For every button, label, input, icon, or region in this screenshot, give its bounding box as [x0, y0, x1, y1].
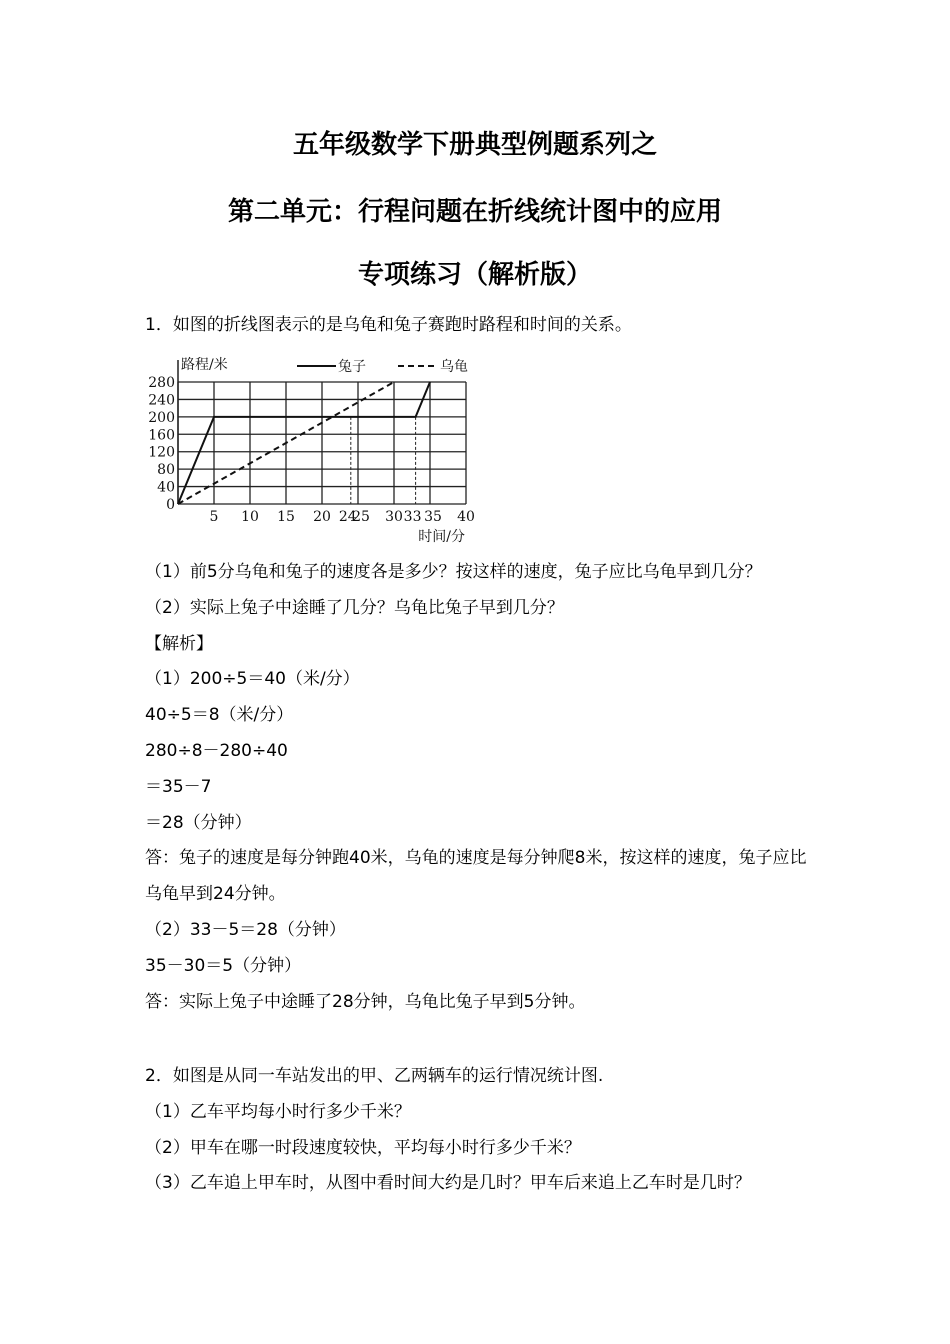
text-line: （2）实际上兔子中途睡了几分？乌龟比兔子早到几分？	[145, 597, 564, 618]
title-line-1: 五年级数学下册典型例题系列之	[292, 130, 657, 160]
text-line: （1）200÷5＝40（米/分）	[145, 669, 360, 690]
y-tick-label: 280	[148, 375, 175, 391]
y-axis-label: 路程/米	[181, 357, 228, 373]
x-tick-label: 40	[457, 509, 475, 525]
question-1-body	[145, 555, 813, 1020]
x-tick-label: 20	[313, 509, 331, 525]
y-tick-label: 120	[148, 444, 175, 461]
x-tick-label: 33	[403, 509, 422, 525]
y-tick-label: 160	[148, 427, 175, 444]
text-line: （1）前5分乌龟和兔子的速度各是多少？按这样的速度，兔子应比乌龟早到几分？	[145, 562, 762, 582]
text-line: 280÷8－280÷40	[145, 740, 288, 761]
x-tick-label: 24	[338, 509, 357, 525]
x-tick-label: 35	[424, 509, 442, 525]
text-line: 35－30＝5（分钟）	[145, 955, 302, 976]
y-tick-label: 40	[157, 479, 175, 496]
series-line-rabbit	[178, 382, 430, 504]
question-1-stem: 1．如图的折线图表示的是乌龟和兔子赛跑时路程和时间的关系。	[145, 315, 632, 335]
y-tick-label: 0	[166, 497, 175, 513]
x-tick-label: 10	[241, 509, 259, 525]
title-line-3: 专项练习（解析版）	[357, 260, 592, 290]
text-line: 2．如图是从同一车站发出的甲、乙两辆车的运行情况统计图.	[145, 1066, 604, 1086]
text-line: 40÷5＝8（米/分）	[145, 705, 294, 726]
y-tick-label: 80	[157, 462, 175, 479]
text-line: （2）33－5＝28（分钟）	[145, 919, 346, 940]
x-tick-label: 30	[385, 509, 403, 525]
text-line: （2）甲车在哪一时段速度较快，平均每小时行多少千米？	[145, 1137, 581, 1158]
text-line: 答：实际上兔子中途睡了28分钟，乌龟比兔子早到5分钟。	[145, 991, 586, 1012]
question-2	[145, 1059, 813, 1202]
text-line: （3）乙车追上甲车时，从图中看时间大约是几时？甲车后来追上乙车时是几时？	[145, 1173, 751, 1194]
text-line: 【解析】	[145, 633, 213, 654]
text-line: ＝35－7	[145, 776, 212, 797]
y-tick-label: 240	[148, 392, 175, 409]
text-line: ＝28（分钟）	[145, 812, 252, 833]
legend-rabbit-label: 兔子	[338, 359, 366, 375]
legend-tortoise-label: 乌龟	[440, 359, 468, 375]
x-tick-label: 15	[277, 509, 295, 525]
y-tick-label: 200	[148, 409, 175, 426]
x-axis-label: 时间/分	[418, 529, 465, 545]
text-line: （1）乙车平均每小时行多少千米？	[145, 1101, 411, 1122]
title-line-2: 第二单元：行程问题在折线统计图中的应用	[227, 197, 722, 227]
distance-time-line-chart	[140, 345, 490, 545]
x-tick-label: 25	[352, 509, 370, 525]
text-line: 答：兔子的速度是每分钟跑40米，乌龟的速度是每分钟爬8米，按这样的速度，兔子应比乌龟早到24分钟。	[145, 848, 807, 905]
x-tick-label: 5	[209, 509, 219, 525]
